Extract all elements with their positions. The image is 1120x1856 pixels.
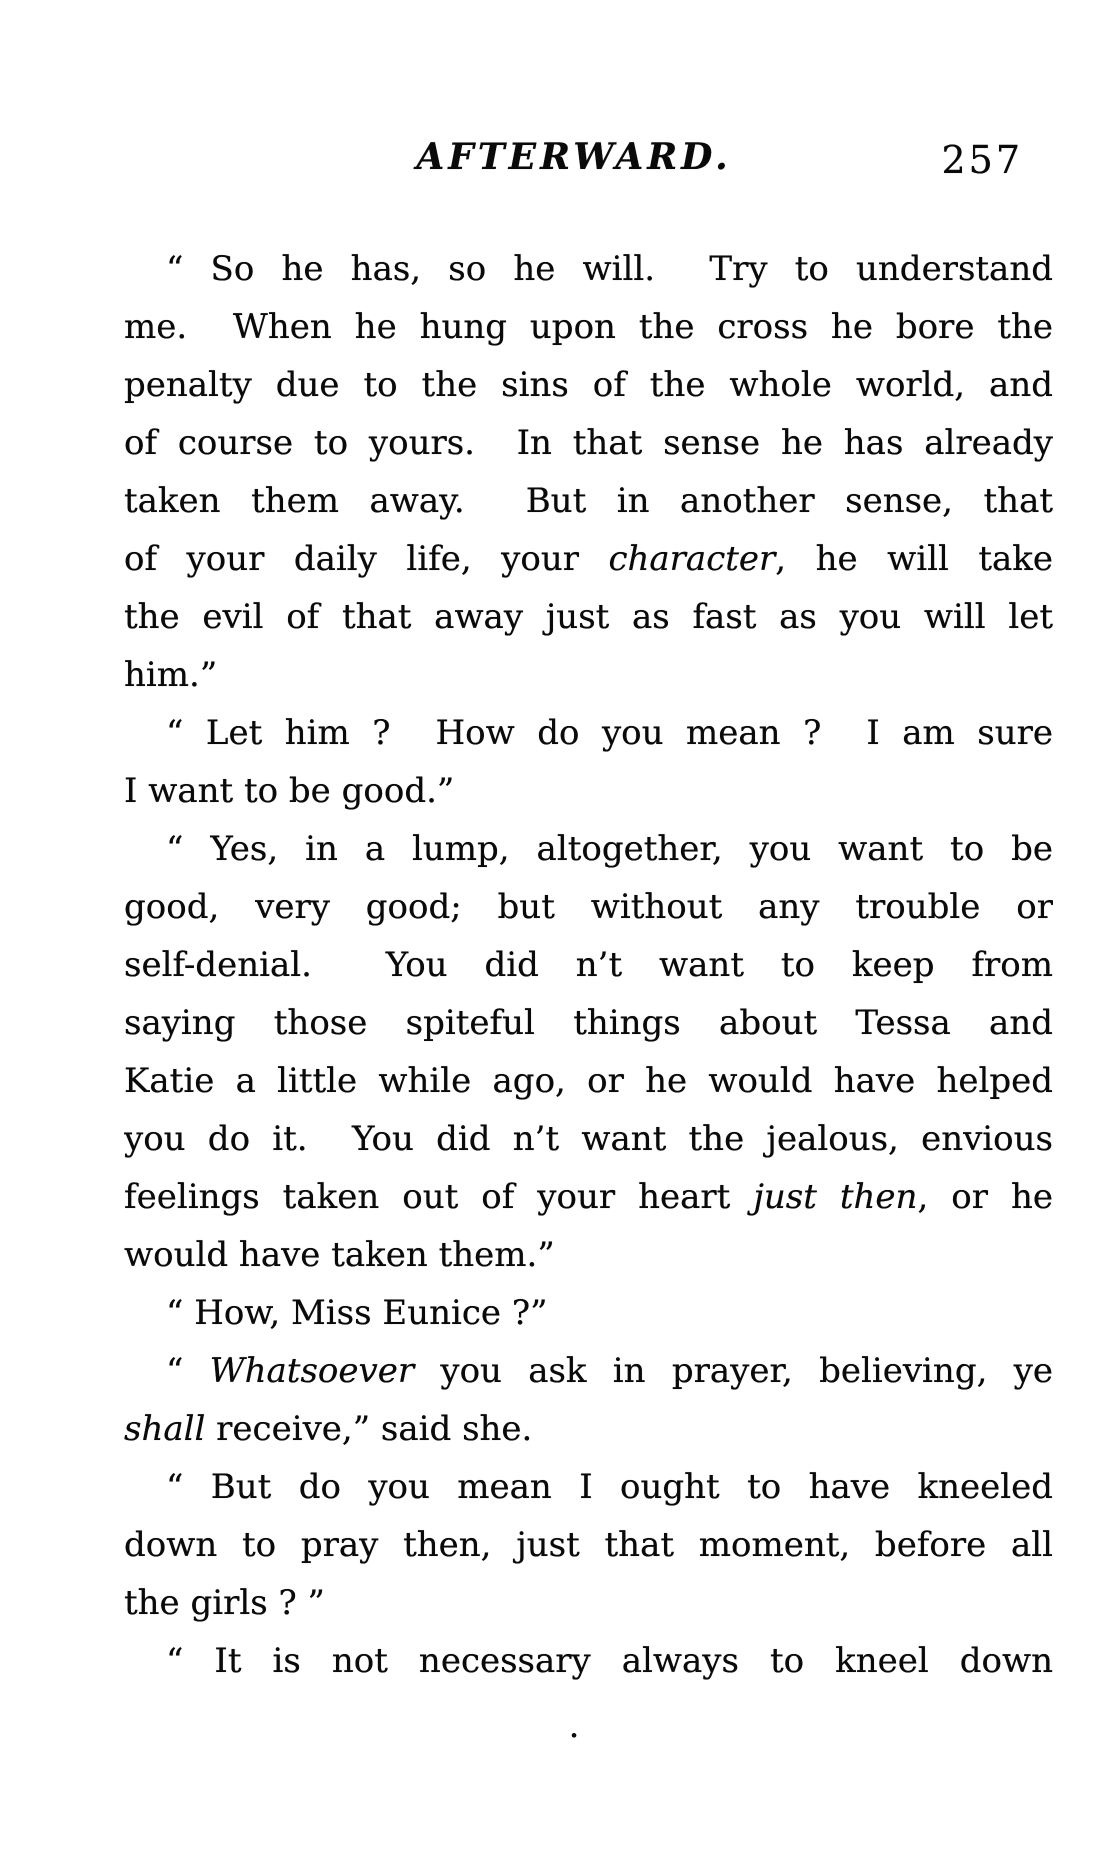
text-segment: me. When he hung upon the cross he bore the — [124, 307, 1053, 347]
italic-text-segment: just then — [753, 1177, 918, 1217]
text-segment: saying those spiteful things about Tessa and — [124, 1003, 1053, 1043]
text-segment: taken them away. But in another sense, that — [124, 481, 1053, 521]
text-segment: “ So he has, so he will. Try to understand — [166, 249, 1053, 289]
paragraph — [124, 704, 1053, 820]
paragraph — [124, 240, 1053, 704]
text-line — [124, 1574, 1053, 1632]
text-line — [124, 1632, 1053, 1690]
text-line — [124, 936, 1053, 994]
text-line — [124, 878, 1053, 936]
text-line — [124, 704, 1053, 762]
text-segment: self-denial. You did n’t want to keep from — [124, 945, 1053, 985]
text-segment: , or he — [917, 1177, 1053, 1217]
italic-text-segment: Whatsoever — [209, 1351, 415, 1391]
text-line — [124, 588, 1053, 646]
page-number: 257 — [941, 138, 1023, 182]
paragraph — [124, 820, 1053, 1284]
text-line — [124, 1110, 1053, 1168]
text-segment: would have taken them.” — [124, 1235, 555, 1275]
text-line — [124, 530, 1053, 588]
text-segment: the girls ? ” — [124, 1583, 325, 1623]
text-segment: Katie a little while ago, or he would have helped — [124, 1061, 1053, 1101]
text-line — [124, 1226, 1053, 1284]
text-segment: “ Let him ? How do you mean ? I am sure — [166, 713, 1053, 753]
text-segment: “ How, Miss Eunice ?” — [166, 1293, 548, 1333]
text-line — [124, 646, 1053, 704]
text-segment: the evil of that away just as fast as you will let — [124, 597, 1053, 637]
text-line — [124, 1516, 1053, 1574]
text-segment: “ — [166, 1351, 210, 1391]
text-segment: of your daily life, your — [124, 539, 609, 579]
text-line — [124, 994, 1053, 1052]
text-line — [124, 298, 1053, 356]
italic-text-segment: shall — [124, 1409, 206, 1449]
text-segment: of course to yours. In that sense he has already — [124, 423, 1053, 463]
text-segment: him.” — [124, 655, 218, 695]
text-segment: penalty due to the sins of the whole world, and — [124, 365, 1053, 405]
text-segment: you ask in prayer, believing, ye — [414, 1351, 1053, 1391]
text-line — [124, 1284, 1053, 1342]
text-segment: “ But do you mean I ought to have kneeled — [166, 1467, 1053, 1507]
text-line — [124, 762, 1053, 820]
text-line — [124, 1342, 1053, 1400]
text-line — [124, 240, 1053, 298]
text-line — [124, 414, 1053, 472]
paragraph — [124, 1632, 1053, 1690]
footer-mark: . — [568, 1706, 580, 1746]
paragraph — [124, 1342, 1053, 1458]
text-line — [124, 472, 1053, 530]
text-segment: “ It is not necessary always to kneel down — [166, 1641, 1053, 1681]
text-segment: , he will take — [775, 539, 1053, 579]
text-segment: “ Yes, in a lump, altogether, you want to be — [166, 829, 1053, 869]
paragraph — [124, 1458, 1053, 1632]
text-segment: I want to be good.” — [124, 771, 455, 811]
text-line — [124, 820, 1053, 878]
text-line — [124, 1400, 1053, 1458]
text-block — [124, 240, 1053, 1690]
italic-text-segment: character — [608, 539, 776, 579]
text-line — [124, 1052, 1053, 1110]
text-line — [124, 1458, 1053, 1516]
text-line — [124, 1168, 1053, 1226]
text-line — [124, 356, 1053, 414]
text-segment: you do it. You did n’t want the jealous, envious — [124, 1119, 1053, 1159]
paragraph — [124, 1284, 1053, 1342]
text-segment: receive,” said she. — [205, 1409, 533, 1449]
text-segment: down to pray then, just that moment, before all — [124, 1525, 1053, 1565]
running-title: AFTERWARD. — [416, 136, 732, 178]
text-segment: feelings taken out of your heart — [124, 1177, 754, 1217]
text-segment: good, very good; but without any trouble or — [124, 887, 1053, 927]
